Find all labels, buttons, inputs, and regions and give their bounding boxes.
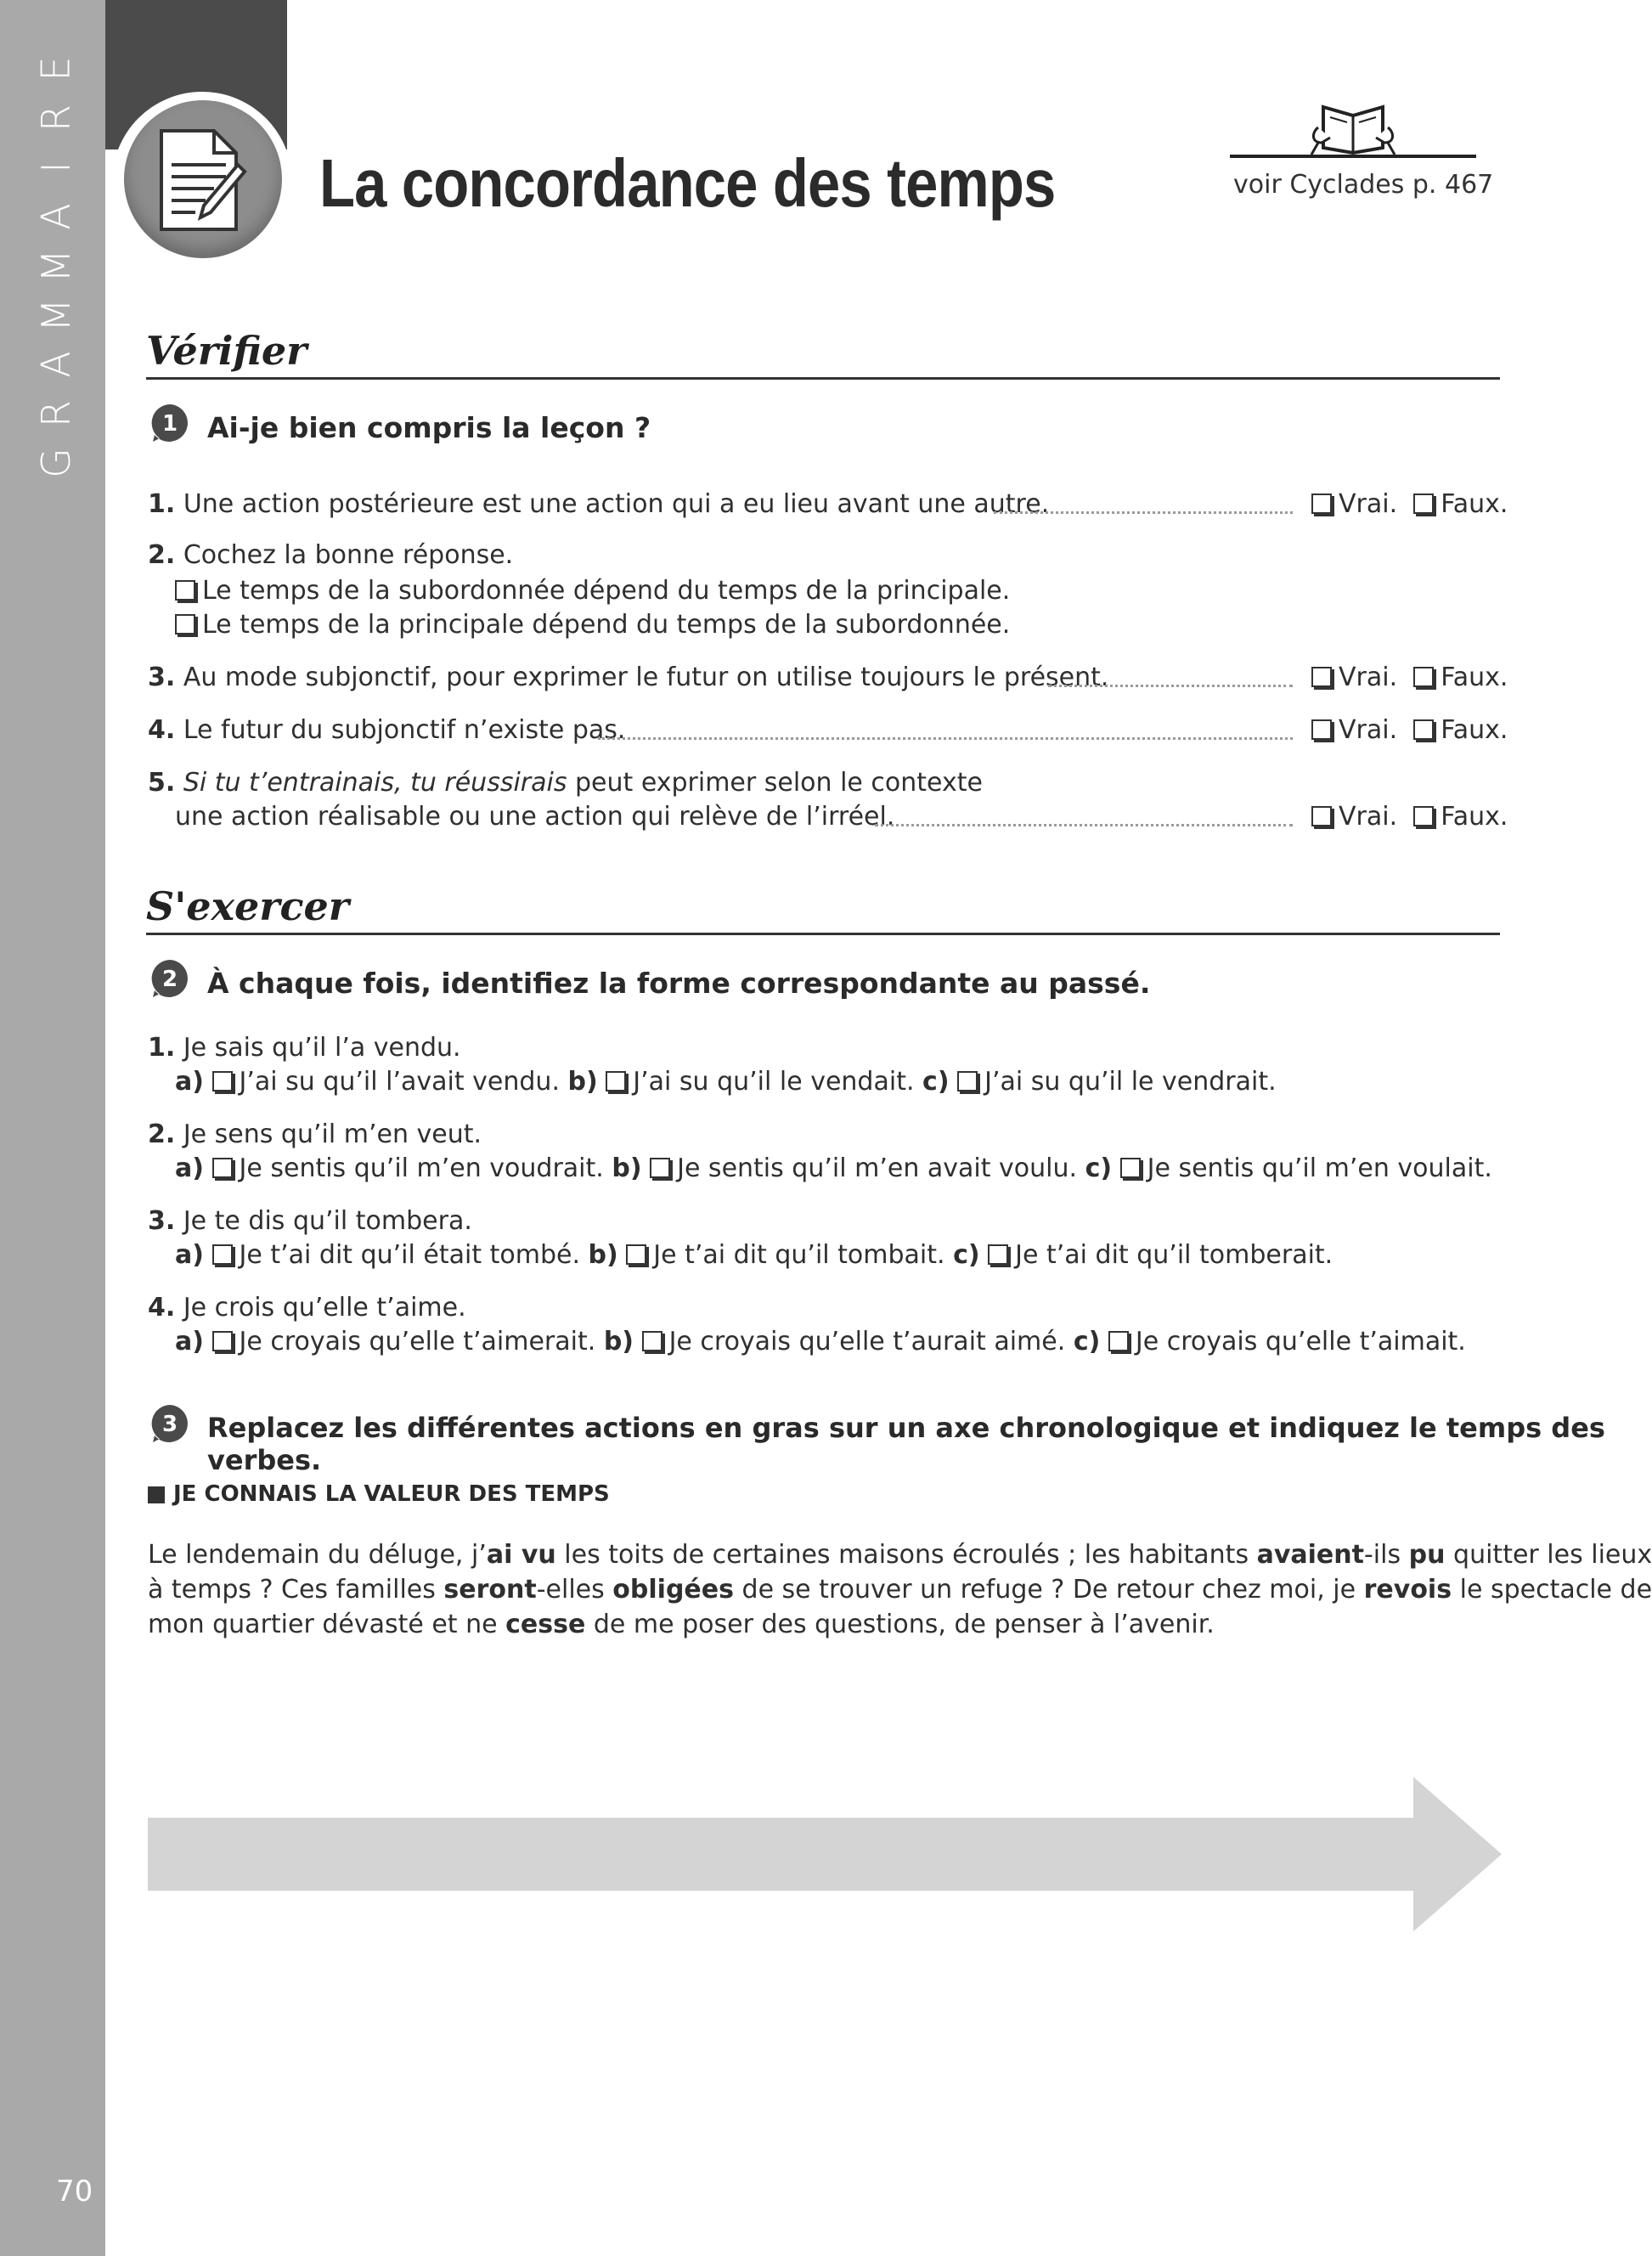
sidebar-letter: M <box>32 249 79 283</box>
checkbox[interactable] <box>175 580 195 601</box>
reference-link: voir Cyclades p. 467 <box>1233 170 1494 200</box>
checkbox-vrai[interactable] <box>1311 806 1332 826</box>
vrai-label: Vrai. <box>1339 715 1398 745</box>
text-run: Le lendemain du déluge, j’ <box>148 1540 487 1570</box>
exercise-number-badge <box>149 1403 190 1444</box>
checkbox-faux[interactable] <box>1413 667 1434 687</box>
option-c: Je sentis qu’il m’en voulait. <box>1147 1153 1492 1183</box>
option-text: Le temps de la principale dépend du temps de la subordonnée. <box>202 610 1011 640</box>
sidebar-letter: A <box>33 351 79 378</box>
checkbox-faux[interactable] <box>1413 719 1434 740</box>
question-text: Le futur du subjonctif n’existe pas. <box>183 715 626 745</box>
sidebar-letter: R <box>33 400 79 427</box>
dotted-leader <box>875 824 1293 826</box>
text-run: mon quartier dévasté et ne <box>148 1610 506 1639</box>
section-rule <box>146 933 1500 935</box>
option-b: J’ai su qu’il le vendait. <box>633 1067 915 1097</box>
option-c: Je t’ai dit qu’il tomberait. <box>1015 1240 1333 1270</box>
option-label-c: c) <box>922 1067 950 1097</box>
checkbox-a[interactable] <box>212 1158 233 1178</box>
item-prompt: Je te dis qu’il tombera. <box>183 1206 472 1236</box>
bold-verb: seront <box>443 1575 537 1605</box>
faux-label: Faux. <box>1441 489 1508 519</box>
bold-verb: pu <box>1408 1540 1446 1570</box>
exercise-number: 2 <box>161 967 178 992</box>
item-options <box>175 1153 1492 1183</box>
answer-option <box>175 610 1010 640</box>
checkbox-a[interactable] <box>212 1244 233 1265</box>
page-number: 70 <box>56 2174 93 2208</box>
option-a: Je croyais qu’elle t’aimerait. <box>239 1327 596 1356</box>
section-title-verifier: Vérifier <box>146 328 307 374</box>
question-number: 2. <box>148 540 176 570</box>
text-run: -elles <box>536 1575 613 1605</box>
text-run: à temps ? Ces familles <box>148 1575 444 1605</box>
item-number: 4. <box>148 1293 176 1323</box>
bold-verb: cesse <box>505 1610 586 1639</box>
text-run: quitter les lieux <box>1445 1540 1652 1570</box>
true-false-choice <box>1311 715 1508 745</box>
item-number: 1. <box>148 1033 176 1063</box>
document-pencil-icon <box>155 127 248 233</box>
bold-verb: avaient <box>1256 1540 1364 1570</box>
question-text: peut exprimer selon le contexte <box>567 768 983 798</box>
option-label-c: c) <box>953 1240 980 1270</box>
true-false-choice <box>1311 802 1508 832</box>
item-prompt: Je sens qu’il m’en veut. <box>183 1120 482 1149</box>
page-title: La concordance des temps <box>319 145 1056 221</box>
exercise-subheading: JE CONNAIS LA VALEUR DES TEMPS <box>173 1481 610 1507</box>
option-a: Je sentis qu’il m’en voudrait. <box>239 1153 604 1183</box>
question-4 <box>148 715 625 745</box>
exercise-number-badge <box>149 403 190 443</box>
section-rule <box>146 377 1500 380</box>
bold-verb: revois <box>1363 1575 1452 1605</box>
question-text: Une action postérieure est une action qui a eu lieu avant une autre. <box>183 489 1050 519</box>
question-1 <box>148 489 1049 519</box>
option-label-c: c) <box>1073 1327 1101 1356</box>
faux-label: Faux. <box>1441 663 1508 692</box>
vrai-label: Vrai. <box>1339 802 1398 832</box>
checkbox-a[interactable] <box>212 1331 233 1351</box>
exercise-number: 3 <box>161 1412 178 1437</box>
sidebar-letter: G <box>33 448 79 478</box>
checkbox-c[interactable] <box>1108 1331 1129 1351</box>
item-options <box>175 1327 1466 1356</box>
checkbox-b[interactable] <box>606 1071 626 1091</box>
bold-verb: ai vu <box>486 1540 556 1570</box>
sidebar-vertical-label <box>31 44 82 488</box>
sidebar-letter: I <box>32 161 79 173</box>
timeline-arrow <box>148 1777 1502 1932</box>
faux-label: Faux. <box>1441 802 1508 832</box>
question-3 <box>148 663 1108 692</box>
true-false-choice <box>1311 663 1508 692</box>
question-2 <box>148 540 513 570</box>
question-text: Cochez la bonne réponse. <box>183 540 514 570</box>
checkbox-b[interactable] <box>626 1244 646 1265</box>
open-book-hands-icon <box>1230 90 1476 161</box>
option-a: J’ai su qu’il l’avait vendu. <box>239 1067 560 1097</box>
exercise-number: 1 <box>161 411 178 437</box>
option-label-a: a) <box>175 1153 204 1183</box>
question-5-continued: une action réalisable ou une action qui relève de l’irréel. <box>175 802 895 832</box>
item-number: 3. <box>148 1206 176 1236</box>
dotted-leader <box>1048 685 1293 687</box>
item-number: 2. <box>148 1120 176 1149</box>
checkbox-a[interactable] <box>212 1071 233 1091</box>
option-label-a: a) <box>175 1327 204 1356</box>
option-b: Je t’ai dit qu’il tombait. <box>653 1240 945 1270</box>
question-5 <box>148 768 983 798</box>
exercise-number-badge <box>149 958 190 999</box>
question-number: 1. <box>148 489 176 519</box>
item-prompt: Je sais qu’il l’a vendu. <box>183 1033 461 1063</box>
checkbox-b[interactable] <box>642 1331 662 1351</box>
item-options <box>175 1067 1277 1097</box>
option-text: Le temps de la subordonnée dépend du temps de la principale. <box>202 576 1011 606</box>
vrai-label: Vrai. <box>1339 663 1398 692</box>
exercise-title: Replacez les différentes actions en gras sur un axe chronologique et indiquez le temps des verbes. <box>207 1412 1605 1476</box>
exercise-item <box>148 1206 472 1236</box>
dotted-leader <box>598 737 1293 740</box>
option-b: Je sentis qu’il m’en avait voulu. <box>677 1153 1078 1183</box>
exercise-item <box>148 1293 466 1323</box>
question-number: 5. <box>148 768 176 798</box>
bold-verb: obligées <box>612 1575 734 1605</box>
text-run: les toits de certaines maisons écroulés ; les habitants <box>555 1540 1257 1570</box>
checkbox-c[interactable] <box>1120 1158 1141 1178</box>
checkbox-vrai[interactable] <box>1311 719 1332 740</box>
text-run: le spectacle de <box>1452 1575 1652 1605</box>
square-bullet-icon <box>148 1486 165 1503</box>
question-number: 3. <box>148 663 176 692</box>
option-label-b: b) <box>612 1153 642 1183</box>
sidebar-letter: E <box>32 56 79 82</box>
paragraph-line <box>148 1537 1652 1572</box>
text-run: -ils <box>1363 1540 1409 1570</box>
checkbox-c[interactable] <box>988 1244 1008 1265</box>
checkbox[interactable] <box>175 614 195 634</box>
checkbox-c[interactable] <box>957 1071 978 1091</box>
vrai-label: Vrai. <box>1339 489 1398 519</box>
section-title-exercer: S'exercer <box>146 883 350 929</box>
option-label-b: b) <box>588 1240 618 1270</box>
dotted-leader <box>994 511 1293 514</box>
exercise-item <box>148 1033 461 1063</box>
true-false-choice <box>1311 489 1508 519</box>
option-label-a: a) <box>175 1067 204 1097</box>
checkbox-faux[interactable] <box>1413 806 1434 826</box>
option-label-c: c) <box>1085 1153 1113 1183</box>
item-prompt: Je crois qu’elle t’aime. <box>183 1293 466 1323</box>
option-a: Je t’ai dit qu’il était tombé. <box>239 1240 580 1270</box>
checkbox-vrai[interactable] <box>1311 494 1332 514</box>
option-c: Je croyais qu’elle t’aimait. <box>1135 1327 1466 1356</box>
checkbox-b[interactable] <box>650 1158 670 1178</box>
option-c: J’ai su qu’il le vendrait. <box>984 1067 1277 1097</box>
item-options <box>175 1240 1333 1270</box>
exercise-title: Ai-je bien compris la leçon ? <box>207 411 651 444</box>
question-text: Au mode subjonctif, pour exprimer le futur on utilise toujours le présent. <box>183 663 1109 692</box>
paragraph-line <box>148 1572 1652 1607</box>
exercise-item <box>148 1120 482 1149</box>
option-b: Je croyais qu’elle t’aurait aimé. <box>668 1327 1066 1356</box>
exercise-title: À chaque fois, identifiez la forme correspondante au passé. <box>207 967 1151 1000</box>
checkbox-faux[interactable] <box>1413 494 1434 514</box>
answer-option <box>175 576 1010 606</box>
text-run: de me poser des questions, de penser à l’avenir. <box>585 1610 1215 1639</box>
option-label-a: a) <box>175 1240 204 1270</box>
sidebar-letter: A <box>33 203 79 230</box>
paragraph-line <box>148 1607 1215 1642</box>
option-label-b: b) <box>603 1327 634 1356</box>
faux-label: Faux. <box>1441 715 1508 745</box>
sidebar-letter: R <box>33 104 79 132</box>
text-run: de se trouver un refuge ? De retour chez moi, je <box>733 1575 1364 1605</box>
sidebar-letter: M <box>32 298 79 332</box>
question-number: 4. <box>148 715 176 745</box>
checkbox-vrai[interactable] <box>1311 667 1332 687</box>
option-label-b: b) <box>567 1067 598 1097</box>
question-italic-text: Si tu t’entrainais, tu réussirais <box>183 768 567 798</box>
